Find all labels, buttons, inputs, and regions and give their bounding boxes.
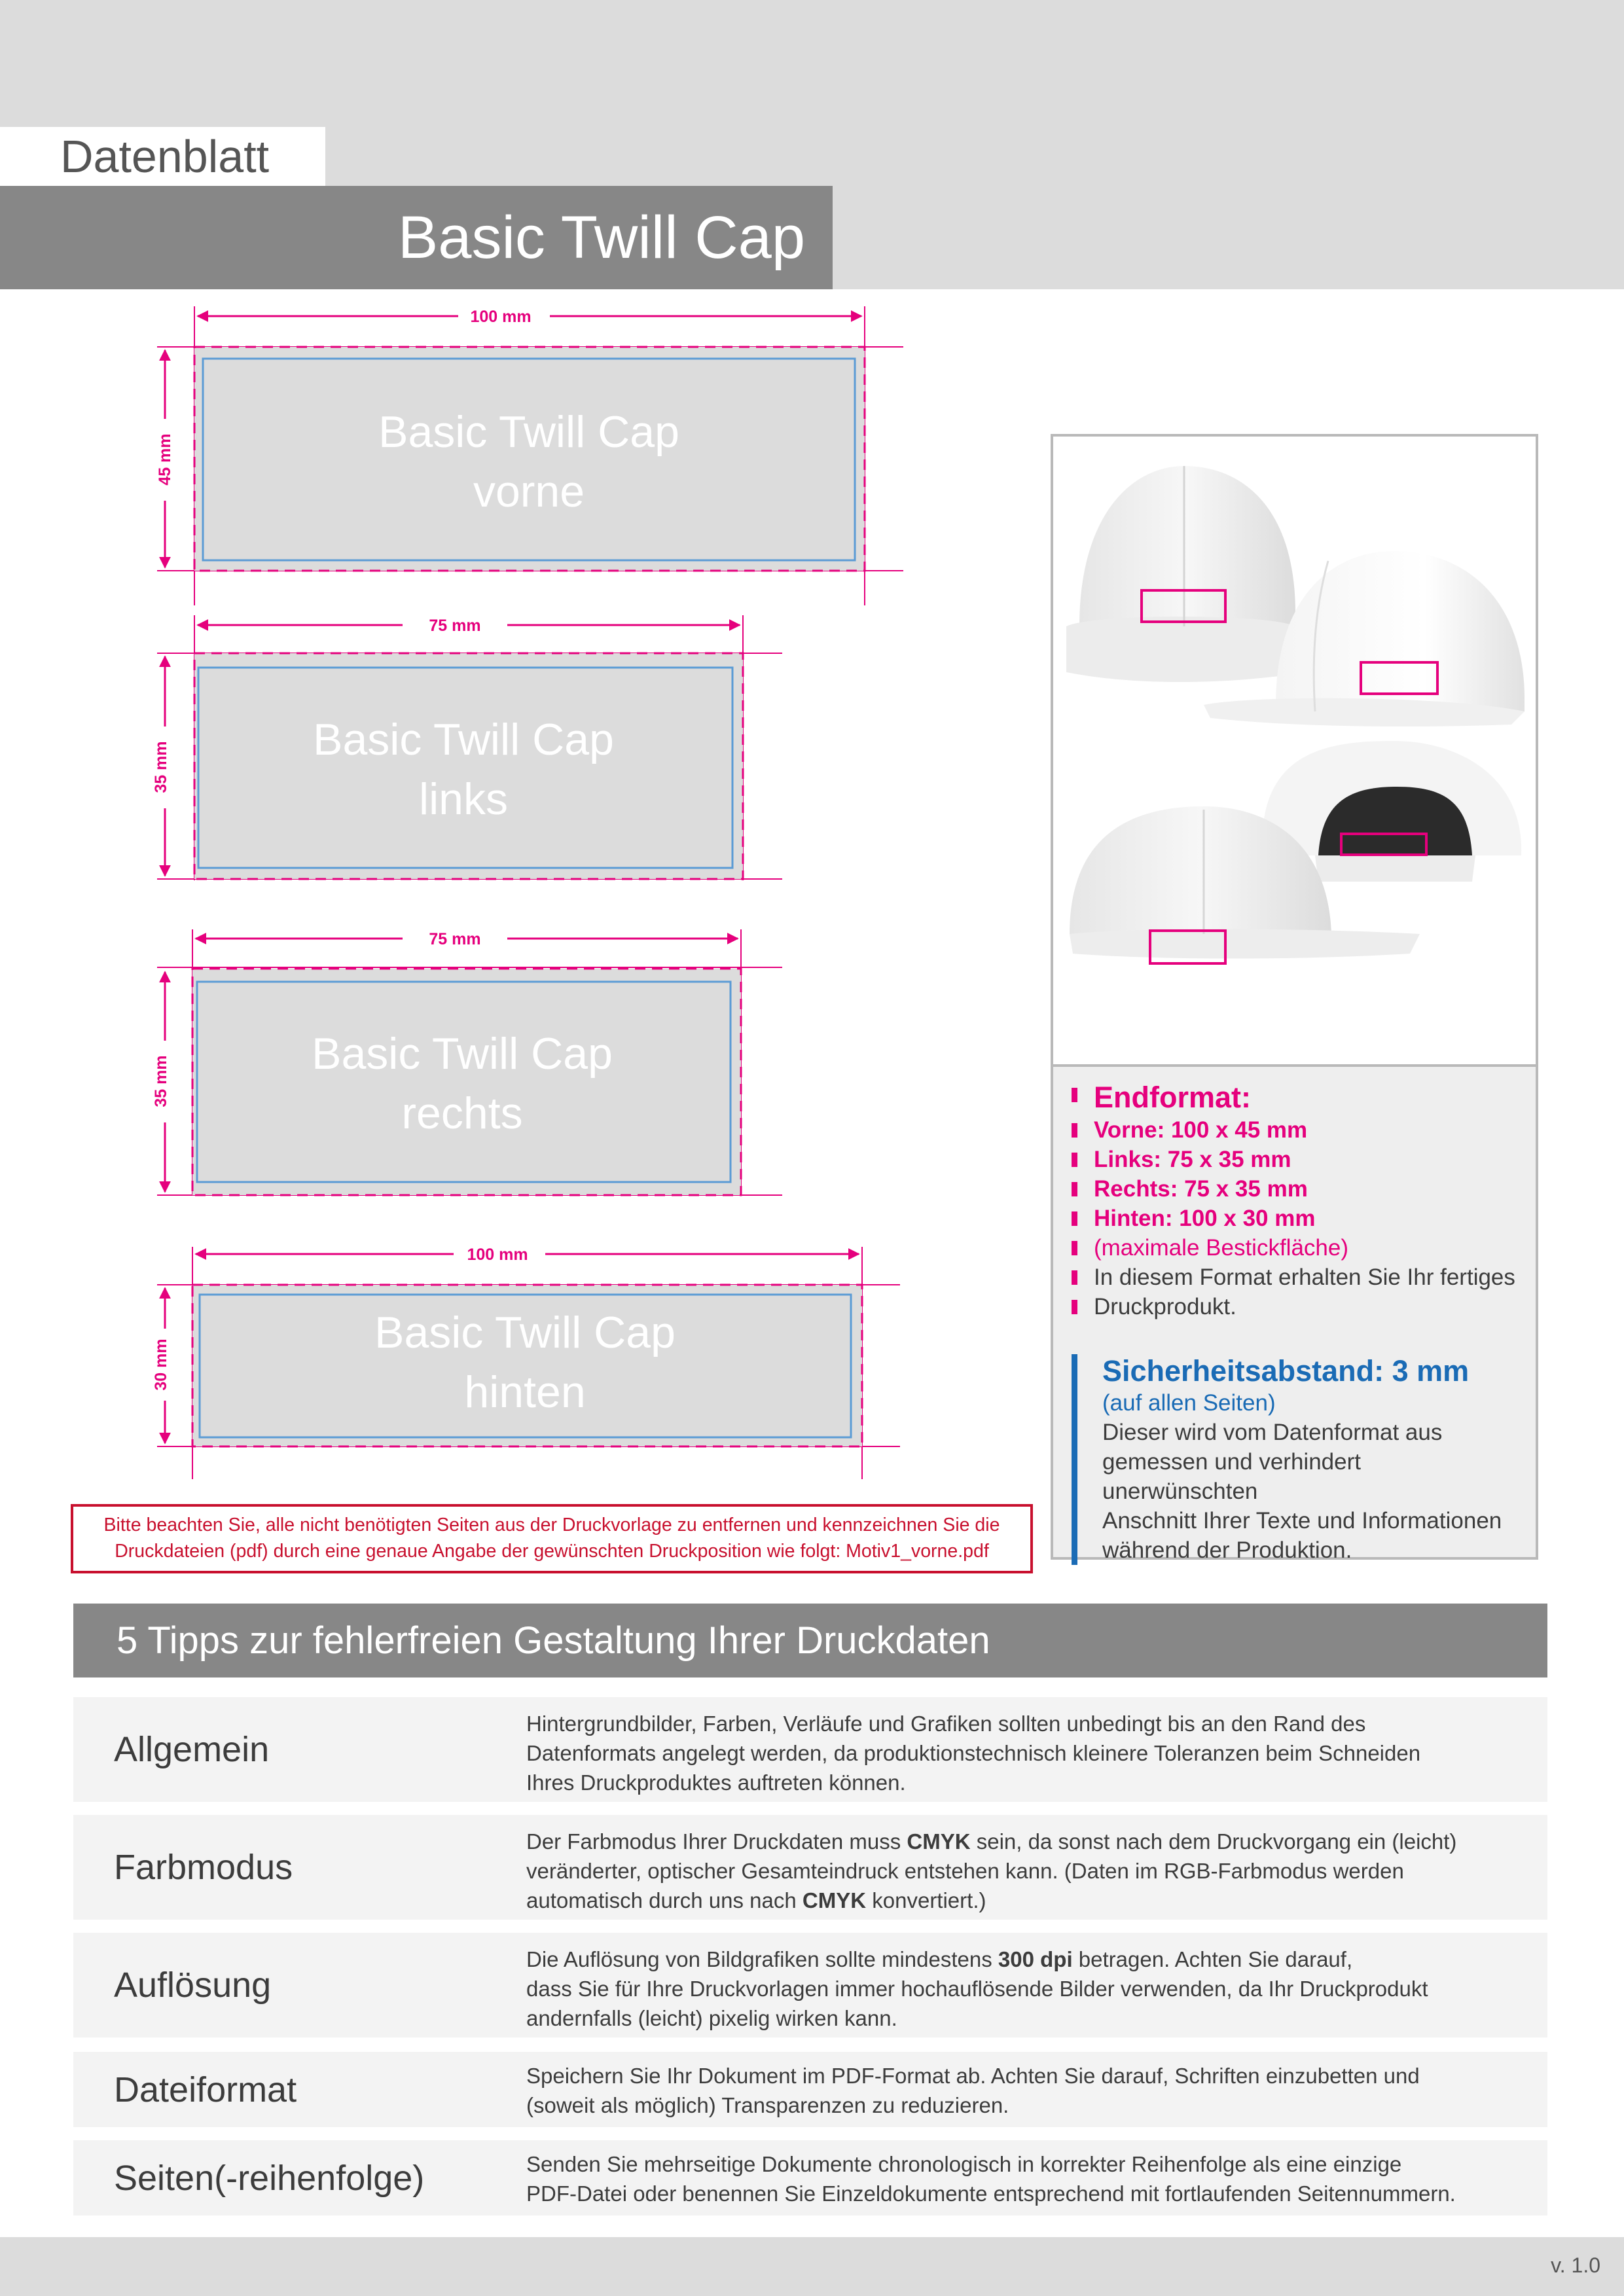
notice-line-1: Bitte beachten Sie, alle nicht benötigten Seiten aus der Druckvorlage zu entfernen und kennzeichnen Sie die xyxy=(103,1515,1000,1535)
version-label: v. 1.0 xyxy=(1551,2253,1600,2277)
safety-margin-block xyxy=(1072,1354,1520,1565)
height-label-vorne: 45 mm xyxy=(156,433,174,486)
tip-line: Datenformats angelegt werden, da produktionstechnisch kleinere Toleranzen beim Schneiden xyxy=(526,1741,1421,1765)
tip-line xyxy=(526,1886,1541,1915)
tip-bold: 300 dpi xyxy=(998,1947,1073,1971)
tip-line: Ihres Druckproduktes auftreten können. xyxy=(526,1770,906,1795)
safety-line-3: Anschnitt Ihrer Texte und Informationen xyxy=(1102,1508,1502,1534)
tip-label: Dateiformat xyxy=(114,2070,297,2109)
endformat-item-vorne: Vorne: 100 x 45 mm xyxy=(1069,1115,1520,1145)
tip-line xyxy=(526,1827,1541,1856)
tip-label: Auflösung xyxy=(114,1965,272,2005)
panel-rechts xyxy=(152,929,782,1195)
tip-line: Speichern Sie Ihr Dokument im PDF-Format ab. Achten Sie darauf, Schriften einzubetten und xyxy=(526,2064,1420,2088)
tips-heading: 5 Tipps zur fehlerfreien Gestaltung Ihrer Druckdaten xyxy=(73,1604,1547,1677)
tip-label: Allgemein xyxy=(114,1730,270,1769)
endformat-item-rechts: Rechts: 75 x 35 mm xyxy=(1069,1174,1520,1204)
endformat-note: (maximale Bestickfläche) xyxy=(1069,1233,1520,1263)
safety-line-4: während der Produktion. xyxy=(1102,1537,1352,1563)
tip-bold: CMYK xyxy=(802,1888,867,1912)
height-label-links: 35 mm xyxy=(152,741,170,793)
tip-label: Farbmodus xyxy=(114,1848,293,1887)
cap-illustration xyxy=(1053,437,1536,1064)
panel-side-rechts: rechts xyxy=(401,1088,523,1138)
tip-seiten xyxy=(73,2140,1547,2215)
safety-title: Sicherheitsabstand: 3 mm xyxy=(1102,1354,1470,1388)
file-naming-notice xyxy=(71,1504,1033,1573)
safety-line-2: gemessen und verhindert unerwünschten xyxy=(1102,1449,1361,1504)
endformat-item-hinten: Hinten: 100 x 30 mm xyxy=(1069,1204,1520,1233)
tip-span: betragen. Achten Sie darauf, xyxy=(1072,1947,1353,1971)
panel-side-hinten: hinten xyxy=(464,1367,586,1417)
tip-dateiformat xyxy=(73,2052,1547,2127)
height-label-rechts: 35 mm xyxy=(152,1055,170,1107)
endformat-title: Endformat: xyxy=(1069,1080,1520,1115)
panel-title-rechts: Basic Twill Cap xyxy=(312,1029,613,1079)
panel-vorne xyxy=(156,306,903,605)
width-label-hinten: 100 mm xyxy=(467,1246,528,1264)
bleed-area xyxy=(194,653,743,879)
tip-allgemein xyxy=(73,1697,1547,1802)
bleed-area xyxy=(192,969,741,1195)
tip-aufloesung xyxy=(73,1933,1547,2037)
tip-text xyxy=(526,2149,1541,2208)
endformat-item-links: Links: 75 x 35 mm xyxy=(1069,1145,1520,1174)
bleed-area xyxy=(194,347,865,571)
tip-line: Hintergrundbilder, Farben, Verläufe und Grafiken sollten unbedingt bis an den Rand des xyxy=(526,1712,1366,1736)
endformat-desc-2: Druckprodukt. xyxy=(1069,1292,1520,1321)
panel-side-links: links xyxy=(418,774,509,824)
tip-text xyxy=(526,2061,1541,2120)
tip-span: konvertiert.) xyxy=(866,1888,986,1912)
datenblatt-label: Datenblatt xyxy=(0,127,325,186)
format-info-box xyxy=(1051,1067,1538,1563)
tip-span: Die Auflösung von Bildgrafiken sollte mindestens xyxy=(526,1947,998,1971)
panel-side-vorne: vorne xyxy=(473,467,585,516)
panel-title-vorne: Basic Twill Cap xyxy=(378,407,679,457)
safety-sub: (auf allen Seiten) xyxy=(1102,1390,1276,1416)
cap-photo-panel xyxy=(1051,434,1538,1067)
tip-bold: CMYK xyxy=(907,1829,971,1854)
tip-text xyxy=(526,1709,1541,1797)
panel-title-links: Basic Twill Cap xyxy=(313,715,614,764)
tip-line xyxy=(526,1945,1541,1974)
cap-front-view xyxy=(1066,466,1308,682)
tip-text xyxy=(526,1945,1541,2033)
panel-links xyxy=(152,615,782,880)
print-area-diagram xyxy=(0,289,916,1500)
width-label-rechts: 75 mm xyxy=(429,930,481,948)
width-label-vorne: 100 mm xyxy=(470,308,532,326)
tip-span: sein, da sonst nach dem Druckvorgang ein (leicht) xyxy=(970,1829,1457,1854)
panel-hinten xyxy=(152,1246,900,1479)
notice-line-2: Druckdateien (pdf) durch eine genaue Angabe der gewünschten Druckposition wie folgt: Motiv1_vorne.pdf xyxy=(115,1541,989,1562)
tip-text xyxy=(526,1827,1541,1915)
tip-farbmodus xyxy=(73,1815,1547,1920)
endformat-desc-1: In diesem Format erhalten Sie Ihr fertiges xyxy=(1069,1263,1520,1292)
panel-title-hinten: Basic Twill Cap xyxy=(374,1308,676,1357)
tip-line: Senden Sie mehrseitige Dokumente chronologisch in korrekter Reihenfolge als eine einzige xyxy=(526,2152,1402,2176)
safety-line-1: Dieser wird vom Datenformat aus xyxy=(1102,1420,1443,1445)
tip-span: Der Farbmodus Ihrer Druckdaten muss xyxy=(526,1829,907,1854)
tip-label: Seiten(-reihenfolge) xyxy=(114,2158,425,2198)
width-label-links: 75 mm xyxy=(429,617,481,635)
tip-line: PDF-Datei oder benennen Sie Einzeldokumente entsprechend mit fortlaufenden Seitennummern. xyxy=(526,2181,1456,2206)
tip-line: andernfalls (leicht) pixelig wirken kann. xyxy=(526,2006,897,2030)
product-title: Basic Twill Cap xyxy=(0,186,833,289)
tip-line: dass Sie für Ihre Druckvorlagen immer hochauflösende Bilder verwenden, da Ihr Druckprodukt xyxy=(526,1977,1428,2001)
tip-line: (soweit als möglich) Transparenzen zu reduzieren. xyxy=(526,2093,1009,2117)
height-label-hinten: 30 mm xyxy=(152,1338,170,1391)
tip-span: automatisch durch uns nach xyxy=(526,1888,803,1912)
footer-band xyxy=(0,2237,1624,2296)
tip-line: veränderter, optischer Gesamteindruck entstehen kann. (Daten im RGB-Farbmodus werden xyxy=(526,1859,1404,1883)
